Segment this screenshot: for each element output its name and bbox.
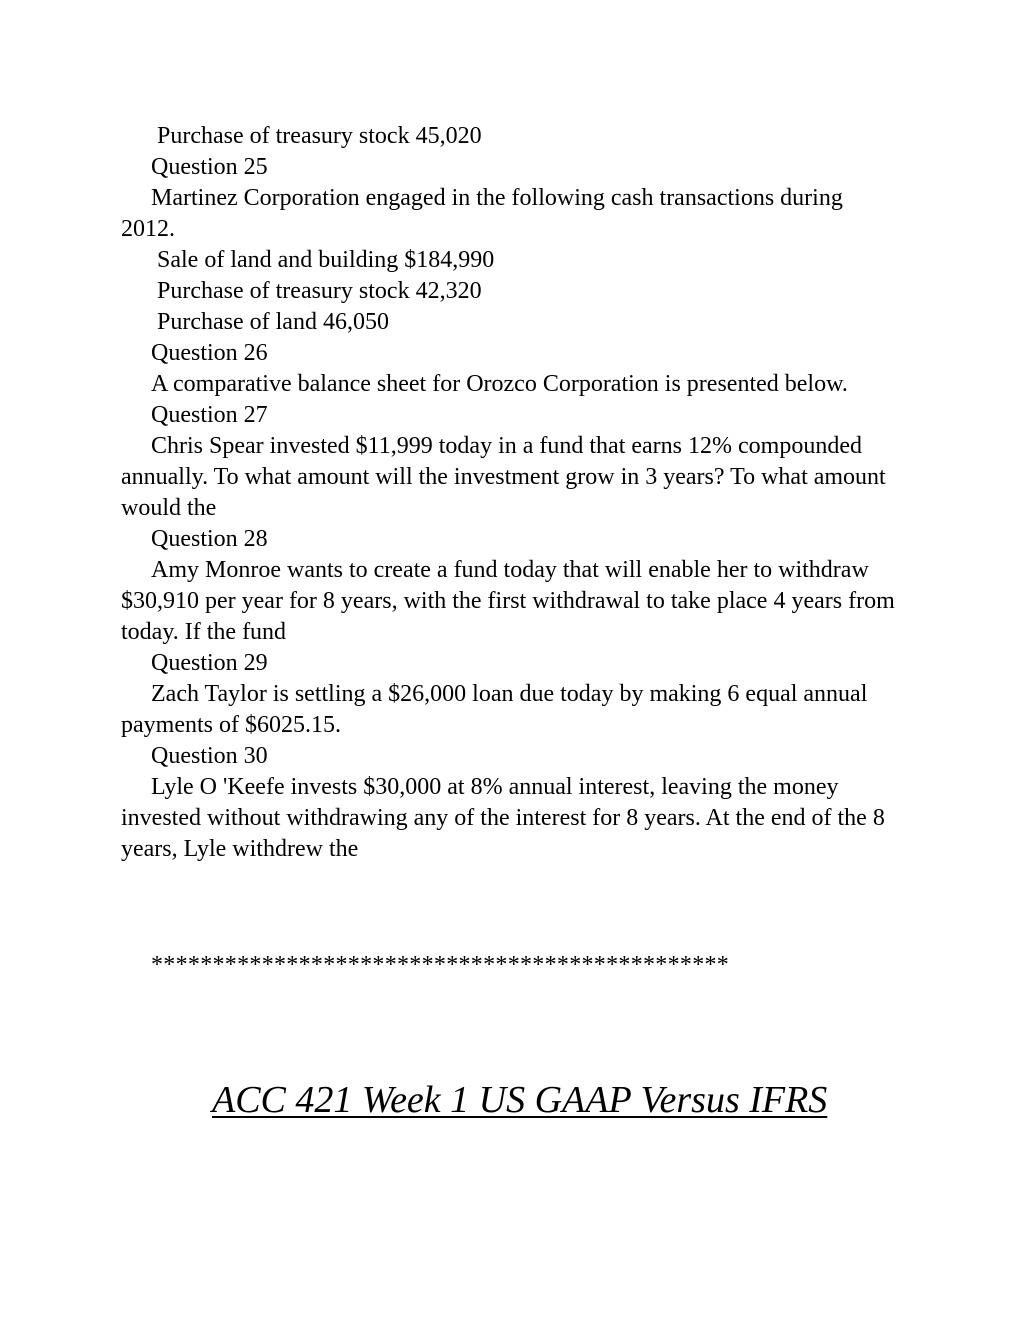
question-30-text: Lyle O 'Keefe invests $30,000 at 8% annual interest, leaving the money invested without withdrawing any of the interest for 8 years. At the end of the 8 years, Lyle withdrew the [121, 774, 891, 862]
question-29-heading: Question 29 [151, 650, 268, 676]
question-28-heading: Question 28 [151, 526, 268, 552]
question-25-heading: Question 25 [151, 154, 268, 180]
text-line-sale-land-building: Sale of land and building $184,990 [157, 247, 495, 273]
asterisk-separator: *********************************************** [151, 952, 730, 978]
section-title: ACC 421 Week 1 US GAAP Versus IFRS [212, 1079, 828, 1121]
text-line-purchase-land: Purchase of land 46,050 [157, 309, 389, 335]
question-30-heading: Question 30 [151, 743, 268, 769]
question-29-text: Zach Taylor is settling a $26,000 loan due today by making 6 equal annual payments of $6025.15. [121, 681, 874, 738]
question-27-heading: Question 27 [151, 402, 268, 428]
question-26-text: A comparative balance sheet for Orozco Corporation is presented below. [151, 371, 848, 397]
question-25-text: Martinez Corporation engaged in the following cash transactions during 2012. [121, 185, 849, 242]
question-27-text: Chris Spear invested $11,999 today in a fund that earns 12% compounded annually. To what amount will the investment grow in 3 years? To what amount would the [121, 433, 892, 521]
text-line-purchase-treasury-stock-45020: Purchase of treasury stock 45,020 [157, 123, 482, 149]
question-28-text: Amy Monroe wants to create a fund today that will enable her to withdraw $30,910 per year for 8 years, with the first withdrawal to take place 4 years from today. If the fund [121, 557, 901, 645]
document-body [121, 121, 901, 865]
text-line-purchase-treasury-stock-42320: Purchase of treasury stock 42,320 [157, 278, 482, 304]
question-26-heading: Question 26 [151, 340, 268, 366]
